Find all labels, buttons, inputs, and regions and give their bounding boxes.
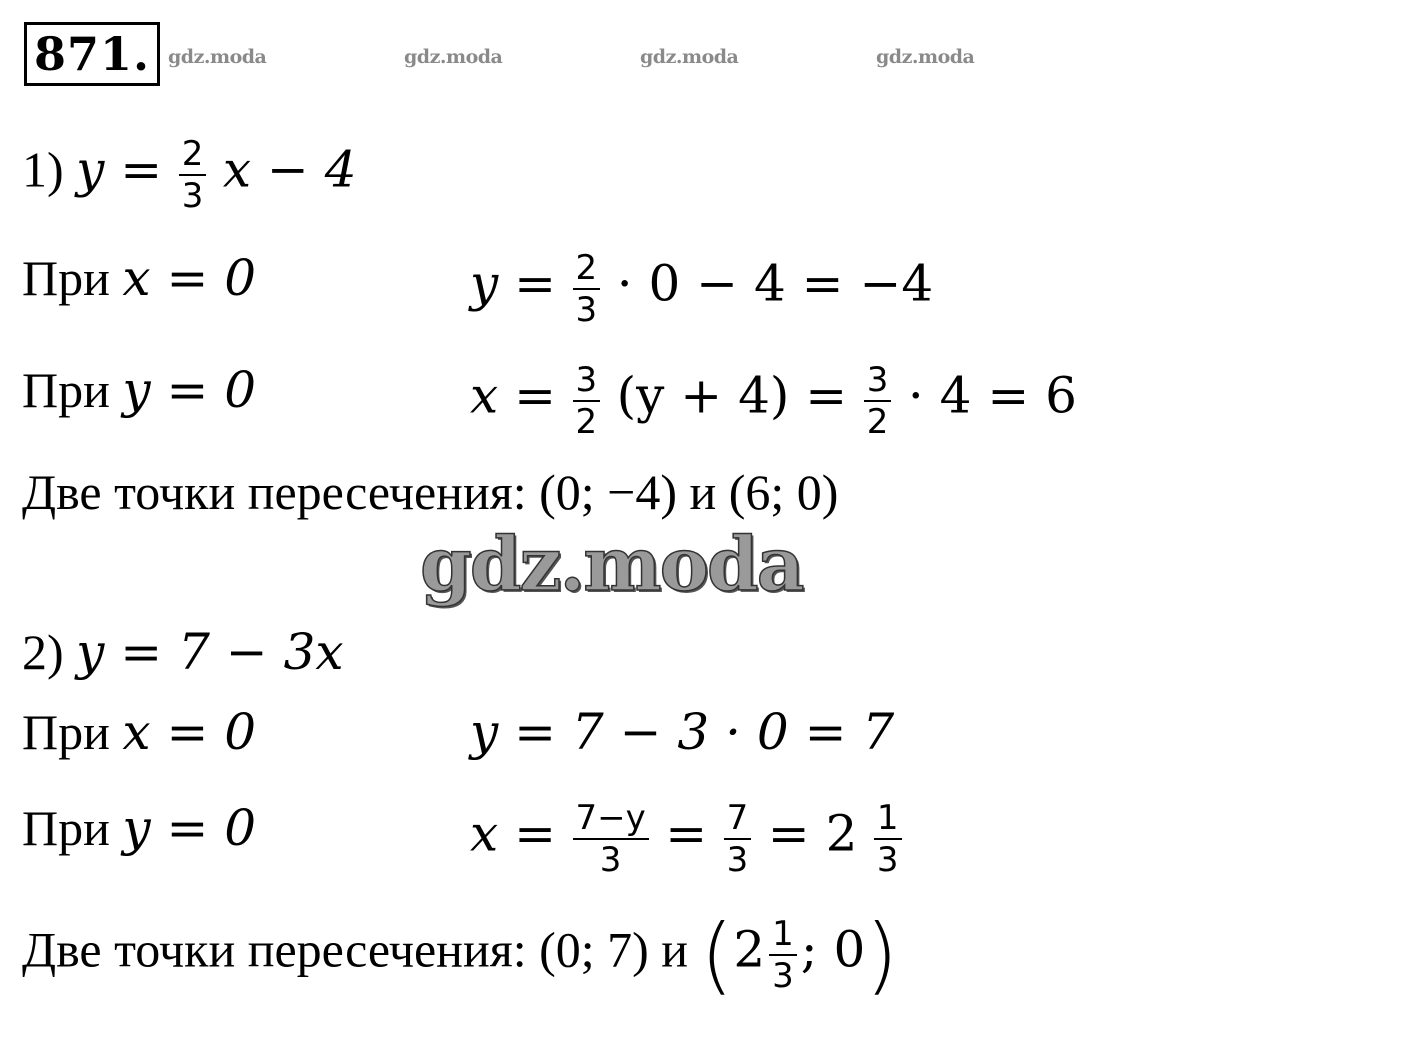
- calc-fraction-1: [573, 798, 649, 880]
- condition-word: При: [22, 250, 110, 306]
- fraction-denominator: 2: [866, 402, 889, 442]
- fraction-denominator: 3: [575, 290, 598, 330]
- result-tail: ; 0: [800, 920, 866, 979]
- part2-row2-condition: [22, 798, 256, 858]
- condition-var: x = 0: [122, 703, 257, 761]
- part1-row1-calc: [470, 248, 933, 330]
- fraction-numerator: 2: [575, 248, 598, 288]
- condition-word: При: [22, 704, 110, 760]
- calc-mid: (y + 4) =: [616, 366, 848, 425]
- fraction-denominator: 3: [726, 840, 749, 880]
- fraction-denominator: 3: [772, 956, 794, 996]
- fraction-numerator: 1: [876, 798, 899, 838]
- part1-result: Две точки пересечения: (0; −4) и (6; 0): [22, 464, 839, 520]
- part1-eq-lhs: y =: [76, 140, 163, 199]
- calc-fraction-2: [724, 798, 752, 880]
- part1-equation: [22, 134, 357, 216]
- big-paren-open: (: [700, 906, 734, 1004]
- calc-fraction-3: [874, 798, 902, 880]
- fraction-numerator: 2: [181, 134, 204, 174]
- fraction-denominator: 2: [575, 402, 598, 442]
- fraction-denominator: 3: [599, 840, 622, 880]
- fraction-denominator: 3: [876, 840, 899, 880]
- calc-rhs: · 4 = 6: [907, 366, 1077, 425]
- fraction-numerator: 3: [575, 360, 598, 400]
- watermark-small: gdz.moda: [404, 46, 503, 68]
- part2-eq: y = 7 − 3x: [76, 623, 344, 681]
- calc-equals-whole: = 2: [767, 804, 858, 863]
- fraction-numerator: 1: [772, 914, 794, 954]
- part2-row2-calc: [470, 798, 906, 880]
- watermark-small: gdz.moda: [640, 46, 739, 68]
- part1-row2-condition: [22, 360, 256, 420]
- part2-result: [22, 906, 899, 1004]
- fraction-numerator: 7−y: [575, 798, 646, 838]
- calc-lhs: x =: [470, 804, 556, 863]
- result-fraction: [769, 914, 797, 996]
- calc-equals: =: [665, 804, 708, 863]
- part2-row1-condition: [22, 702, 256, 762]
- calc-fraction: [573, 248, 601, 330]
- part2-label: 2): [22, 624, 64, 680]
- part1-fraction: [179, 134, 207, 216]
- condition-word: При: [22, 800, 110, 856]
- calc-rhs: · 0 − 4 = −4: [616, 254, 934, 313]
- result-prefix: Две точки пересечения: (0; 7) и: [22, 921, 689, 978]
- watermark-small: gdz.moda: [168, 46, 267, 68]
- calc-lhs: y =: [470, 254, 557, 313]
- result-whole: 2: [733, 920, 766, 979]
- calc-fraction-1: [573, 360, 601, 442]
- fraction-numerator: 3: [866, 360, 889, 400]
- part1-label: 1): [22, 141, 64, 198]
- condition-word: При: [22, 362, 110, 418]
- condition-var: y = 0: [122, 799, 257, 857]
- part1-row1-condition: [22, 248, 256, 308]
- part2-equation: [22, 622, 344, 682]
- problem-number: 871.: [24, 22, 160, 86]
- condition-var: y = 0: [122, 361, 257, 419]
- calc-expression: y = 7 − 3 · 0 = 7: [470, 703, 895, 761]
- fraction-numerator: 7: [726, 798, 749, 838]
- fraction-denominator: 3: [181, 176, 204, 216]
- condition-var: x = 0: [122, 249, 257, 307]
- part2-row1-calc: [470, 702, 894, 762]
- watermark-large: gdz.moda: [420, 522, 803, 608]
- big-paren-close: ): [865, 906, 899, 1004]
- part1-eq-rhs: x − 4: [222, 140, 357, 199]
- calc-lhs: x =: [470, 366, 556, 425]
- part1-row2-calc: [470, 360, 1077, 442]
- calc-fraction-2: [864, 360, 892, 442]
- watermark-small: gdz.moda: [876, 46, 975, 68]
